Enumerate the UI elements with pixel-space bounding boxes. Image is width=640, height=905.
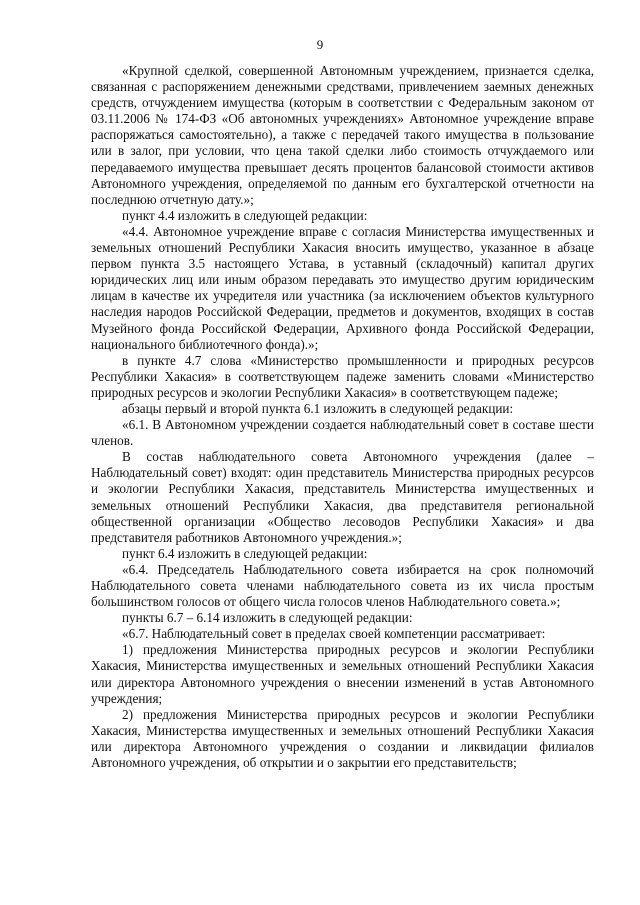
paragraph-amend-6-1-intro: абзацы первый и второй пункта 6.1 изложить в следующей редакции: [122,400,514,416]
paragraph-clause-6-1: «6.1. В Автономном учреждении создается наблюдательный совет в составе шести членов. [91,417,594,449]
paragraph-clause-6-7: «6.7. Наблюдательный совет в пределах своей компетенции рассматривает: [122,626,546,642]
paragraph-clause-6-4: «6.4. Председатель Наблюдательного совета избирается на срок полномочий Наблюдательного совета членами наблюдательного совета из их числа простым большинством голосов от общего числа голосов членов Наблюдательного совета.»; [91,561,594,610]
list-item-2: 2) предложения Министерства природных ресурсов и экологии Республики Хакасия, Министерства имущественных и земельных отношений Республики Хакасия или директора Автономного учреждения о создании и ликвидации филиалов Автономного учреждения, об открытии и о закрытии его представительств; [91,706,594,771]
paragraph-amend-6-7-6-14-intro: пункты 6.7 – 6.14 изложить в следующей редакции: [122,610,413,626]
page-number: 9 [316,37,324,52]
list-item-1: 1) предложения Министерства природных ресурсов и экологии Республики Хакасия, Министерства имущественных и земельных отношений Республики Хакасия или директора Автономного учреждения о внесении изменений в устав Автономного учреждения; [91,642,594,706]
paragraph-amend-4-7: в пункте 4.7 слова «Министерство промышленности и природных ресурсов Республики Хакасия» в соответствующем падеже заменить словами «Министерство природных ресурсов и экологии Республики Хакасия» в соответствующем падеже; [91,352,594,400]
paragraph-board-composition: В состав наблюдательного совета Автономного учреждения (далее – Наблюдательный совет) входят: один представитель Министерства природных ресурсов и экологии Республики Хакасия, представитель Министерства имущественных и земельных отношений Республики Хакасия, два представителя региональной общественной организации «Общество лесоводов Республики Хакасия» и два представителя работников Автономного учреждения.»; [91,449,594,545]
paragraph-clause-4-4: «4.4. Автономное учреждение вправе с согласия Министерства имущественных и земельных отношений Республики Хакасия вносить имущество, указанное в абзаце первом пункта 3.5 настоящего Устава, в уставный (складочный) капитал других юридических лиц или иным образом передавать это имущество другим юридическим лицам в качестве их учредителя или участника (за исключением объектов культурного наследия народов Российской Федерации, предметов и документов, входящих в состав Музейного фонда Российской Федерации, Архивного фонда Российской Федерации, национального библиотечного фонда).»; [91,223,594,352]
document-body [91,63,594,771]
paragraph-large-transaction: «Крупной сделкой, совершенной Автономным учреждением, признается сделка, связанная с распоряжением денежными средствами, привлечением заемных денежных средств, отчуждением имущества (которым в соответствии с Федеральным законом от 03.11.2006 № 174-ФЗ «Об автономных учреждениях» Автономное учреждение вправе распоряжаться самостоятельно), а также с передачей такого имущества в пользование или в залог, при условии, что цена такой сделки либо стоимость отчуждаемого или передаваемого имущества превышает десять процентов балансовой стоимости активов Автономного учреждения, определяемой по данным его бухгалтерской отчетности на последнюю отчетную дату.»; [91,63,594,207]
paragraph-amend-6-4-intro: пункт 6.4 изложить в следующей редакции: [122,545,368,561]
paragraph-amend-4-4-intro: пункт 4.4 изложить в следующей редакции: [122,207,368,223]
